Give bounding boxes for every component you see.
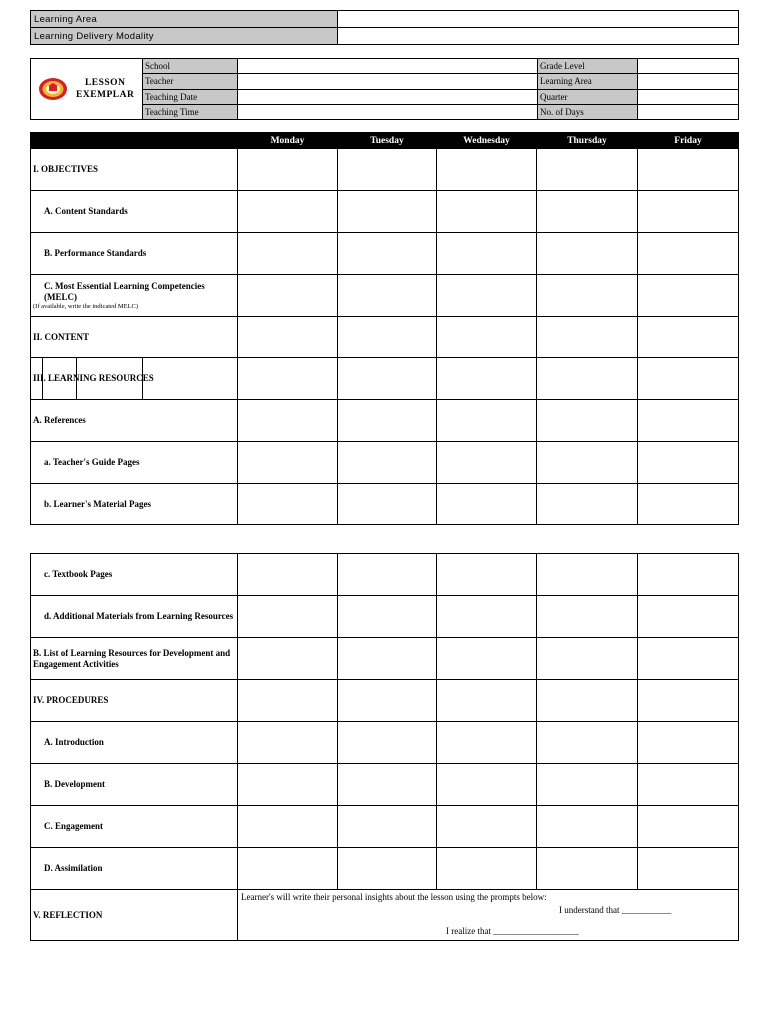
cell[interactable] (537, 638, 638, 680)
table-row (31, 848, 739, 890)
cell[interactable] (437, 400, 537, 442)
quarter-field[interactable] (638, 89, 739, 104)
cell[interactable] (238, 764, 338, 806)
school-field[interactable] (238, 59, 538, 74)
cell[interactable] (238, 149, 338, 191)
cell[interactable] (537, 554, 638, 596)
cell[interactable] (537, 400, 638, 442)
cell[interactable] (638, 358, 739, 400)
grade-level-label: Grade Level (538, 59, 638, 74)
cell[interactable] (338, 400, 437, 442)
cell[interactable] (537, 806, 638, 848)
cell[interactable] (338, 806, 437, 848)
cell[interactable] (437, 638, 537, 680)
cell[interactable] (638, 722, 739, 764)
cell[interactable] (437, 722, 537, 764)
cell[interactable] (537, 848, 638, 890)
cell[interactable] (437, 275, 537, 317)
table-row (31, 722, 739, 764)
table-row (31, 764, 739, 806)
cell[interactable] (238, 317, 338, 358)
row-label-content: II. CONTENT (31, 317, 238, 358)
cell[interactable] (338, 680, 437, 722)
table-row (31, 358, 739, 400)
row-label-list-of-resources: B. List of Learning Resources for Development and Engagement Activities (31, 638, 238, 680)
cell[interactable] (437, 484, 537, 525)
cell[interactable] (537, 233, 638, 275)
reflection-prompt-realize: I realize that ___________________ (446, 926, 579, 936)
lesson-title-line1: LESSON (84, 78, 126, 88)
teacher-field[interactable] (238, 74, 538, 89)
lesson-plan-table-2 (30, 553, 739, 941)
cell[interactable] (437, 848, 537, 890)
cell[interactable] (338, 554, 437, 596)
row-label-content-standards: A. Content Standards (31, 191, 238, 233)
day-header-monday: Monday (238, 133, 338, 149)
day-header-thursday: Thursday (537, 133, 638, 149)
row-label-performance-standards: B. Performance Standards (31, 233, 238, 275)
table-row (31, 484, 739, 525)
cell[interactable] (537, 764, 638, 806)
row-label-procedures: IV. PROCEDURES (31, 680, 238, 722)
table-row (31, 233, 739, 275)
header-blank-cell (31, 133, 238, 149)
cell[interactable] (638, 484, 739, 525)
teaching-date-label: Teaching Date (143, 89, 238, 104)
cell[interactable] (537, 275, 638, 317)
cell[interactable] (537, 191, 638, 233)
cell[interactable] (437, 680, 537, 722)
cell[interactable] (338, 233, 437, 275)
cell[interactable] (437, 358, 537, 400)
row-label-additional-materials (31, 596, 238, 638)
cell[interactable] (238, 233, 338, 275)
grade-level-field[interactable] (638, 59, 739, 74)
melc-label: C. Most Essential Learning Competencies (MELC) (44, 281, 205, 302)
school-label: School (143, 59, 238, 74)
day-header-wednesday: Wednesday (437, 133, 537, 149)
cell[interactable] (338, 191, 437, 233)
learning-area-label: Learning Area (31, 11, 338, 28)
cell[interactable] (238, 848, 338, 890)
lesson-header-table (30, 58, 739, 120)
teaching-time-label: Teaching Time (143, 104, 238, 119)
cell[interactable] (238, 191, 338, 233)
cell[interactable] (338, 358, 437, 400)
learning-resources-label: III. LEARNING RESOURCES (33, 373, 154, 383)
row-label-learners-material: b. Learner's Material Pages (31, 484, 238, 525)
cell[interactable] (537, 680, 638, 722)
row-label-textbook-pages: c. Textbook Pages (31, 554, 238, 596)
row-label-teachers-guide: a. Teacher's Guide Pages (31, 442, 238, 484)
cell[interactable] (338, 275, 437, 317)
cell[interactable] (537, 596, 638, 638)
cell[interactable] (437, 233, 537, 275)
cell[interactable] (638, 806, 739, 848)
cell[interactable] (238, 596, 338, 638)
row-label-references: A. References (31, 400, 238, 442)
cell[interactable] (638, 554, 739, 596)
cell[interactable] (238, 680, 338, 722)
cell[interactable] (638, 275, 739, 317)
cell[interactable] (537, 442, 638, 484)
table-row (31, 680, 739, 722)
day-header-friday: Friday (638, 133, 739, 149)
cell[interactable] (338, 764, 437, 806)
cell[interactable] (437, 317, 537, 358)
learning-area-label-2: Learning Area (538, 74, 638, 89)
cell[interactable] (638, 149, 739, 191)
teaching-time-field[interactable] (238, 104, 538, 119)
learning-area-field-2[interactable] (638, 74, 739, 89)
table-row (31, 638, 739, 680)
cell[interactable] (238, 400, 338, 442)
reflection-cell[interactable] (238, 890, 739, 941)
cell[interactable] (338, 596, 437, 638)
cell[interactable] (437, 806, 537, 848)
additional-materials-label: d. Additional Materials from Learning Resources (44, 611, 234, 621)
cell[interactable] (238, 638, 338, 680)
cell[interactable] (537, 484, 638, 525)
cell[interactable] (238, 358, 338, 400)
cell[interactable] (537, 149, 638, 191)
cell[interactable] (638, 233, 739, 275)
cell[interactable] (638, 680, 739, 722)
cell[interactable] (638, 191, 739, 233)
cell[interactable] (638, 596, 739, 638)
cell[interactable] (437, 554, 537, 596)
cell[interactable] (638, 317, 739, 358)
row-label-assimilation: D. Assimilation (31, 848, 238, 890)
cell[interactable] (338, 722, 437, 764)
table-row (31, 554, 739, 596)
cell[interactable] (437, 764, 537, 806)
melc-note: (If available, write the indicated MELC) (33, 303, 139, 310)
reflection-prompt-understand: I understand that ___________ (559, 905, 672, 915)
row-label-engagement: C. Engagement (31, 806, 238, 848)
day-header-tuesday: Tuesday (338, 133, 437, 149)
cell[interactable] (638, 764, 739, 806)
reflection-instructions: Learner's will write their personal insights about the lesson using the prompts below: (241, 892, 547, 902)
row-label-objectives: I. OBJECTIVES (31, 149, 238, 191)
table-row (31, 442, 739, 484)
lesson-exemplar-brand (31, 59, 143, 120)
cell[interactable] (437, 596, 537, 638)
teacher-label: Teacher (143, 74, 238, 89)
lesson-plan-table-1 (30, 132, 739, 525)
cell[interactable] (437, 149, 537, 191)
row-label-learning-resources (31, 358, 238, 400)
days-count-label: No. of Days (538, 104, 638, 119)
row-label-melc (31, 275, 238, 317)
days-count-field[interactable] (638, 104, 739, 119)
teaching-date-field[interactable] (238, 89, 538, 104)
cell[interactable] (238, 722, 338, 764)
cell[interactable] (238, 806, 338, 848)
cell[interactable] (537, 317, 638, 358)
row-label-development: B. Development (31, 764, 238, 806)
cell[interactable] (338, 848, 437, 890)
table-row (31, 275, 739, 317)
top-header-table (30, 10, 739, 45)
modality-label: Learning Delivery Modality (31, 28, 338, 45)
lesson-title-line2: EXEMPLAR (76, 90, 135, 100)
cell[interactable] (638, 400, 739, 442)
cell[interactable] (338, 484, 437, 525)
cell[interactable] (338, 317, 437, 358)
cell[interactable] (437, 442, 537, 484)
cell[interactable] (338, 442, 437, 484)
cell[interactable] (238, 442, 338, 484)
cell[interactable] (238, 275, 338, 317)
cell[interactable] (537, 722, 638, 764)
deped-seal-icon (38, 77, 68, 101)
table-row (31, 317, 739, 358)
cell[interactable] (437, 191, 537, 233)
table-row (31, 596, 739, 638)
cell[interactable] (338, 638, 437, 680)
cell[interactable] (638, 848, 739, 890)
table-row (31, 149, 739, 191)
cell[interactable] (638, 638, 739, 680)
table-row (31, 400, 739, 442)
table-row (31, 806, 739, 848)
cell[interactable] (238, 484, 338, 525)
table-row (31, 191, 739, 233)
row-label-introduction: A. Introduction (31, 722, 238, 764)
learning-area-field[interactable] (338, 11, 739, 28)
modality-field[interactable] (338, 28, 739, 45)
quarter-label: Quarter (538, 89, 638, 104)
cell[interactable] (638, 442, 739, 484)
cell[interactable] (238, 554, 338, 596)
cell[interactable] (537, 358, 638, 400)
cell[interactable] (338, 149, 437, 191)
table-row (31, 890, 739, 941)
row-label-reflection: V. REFLECTION (31, 890, 238, 941)
